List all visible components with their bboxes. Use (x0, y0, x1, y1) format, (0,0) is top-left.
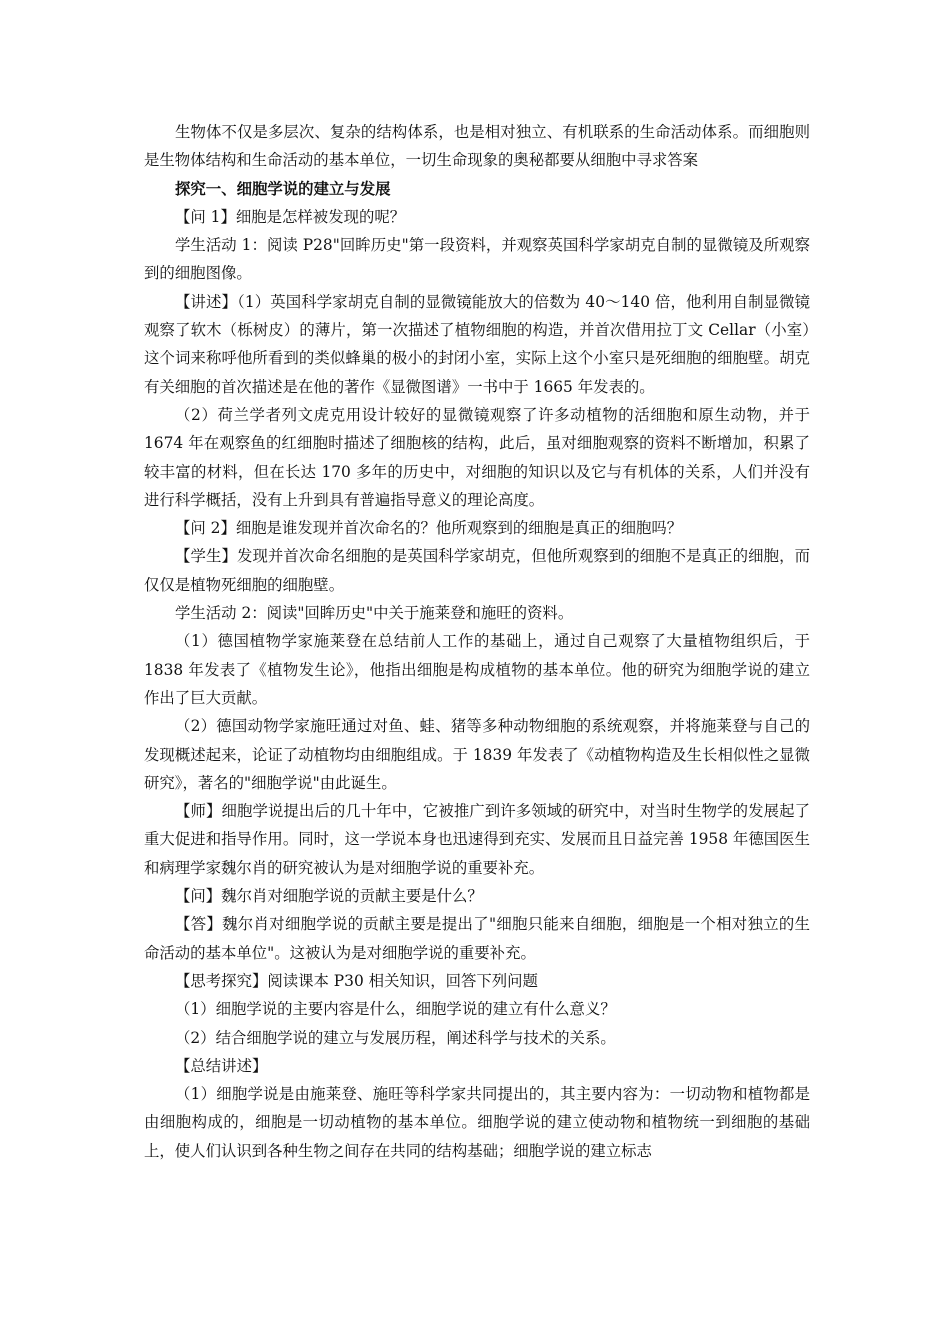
teacher-paragraph: 【师】细胞学说提出后的几十年中，它被推广到许多领域的研究中，对当时生物学的发展起了重大促进和指导作用。同时，这一学说本身也迅速得到充实、发展而且日益完善 1958 年德国医生和病理学家魏尔肖的研究被认为是对细胞学说的重要补充。 (144, 802, 810, 877)
section-heading: 探究一、细胞学说的建立与发展 (175, 179, 391, 198)
thinking-inquiry: 【思考探究】阅读课本 P30 相关知识，回答下列问题 (175, 971, 538, 990)
summary-heading: 【总结讲述】 (175, 1056, 268, 1075)
student-activity-1: 学生活动 1：阅读 P28"回眸历史"第一段资料，并观察英国科学家胡克自制的显微镜及所观察到的细胞图像。 (144, 236, 810, 283)
inquiry-question-1: （1）细胞学说的主要内容是什么，细胞学说的建立有什么意义？ (175, 1000, 616, 1019)
schwann-paragraph: （2）德国动物学家施旺通过对鱼、蛙、猪等多种动物细胞的系统观察，并将施莱登与自己的发现概述起来，论证了动植物均由细胞组成。于 1839 年发表了《动植物构造及生长相似性之显微研究》，著名的"细胞学说"由此诞生。 (144, 717, 810, 792)
student-activity-2: 学生活动 2：阅读"回眸历史"中关于施莱登和施旺的资料。 (175, 604, 574, 623)
inquiry-question-2: （2）结合细胞学说的建立与发展历程，阐述科学与技术的关系。 (175, 1028, 616, 1047)
lecture-paragraph-2: （2）荷兰学者列文虎克用设计较好的显微镜观察了许多动植物的活细胞和原生动物，并于 1674 年在观察鱼的红细胞时描述了细胞核的结构，此后，虽对细胞观察的资料不断增加，积累了较丰富的材料，但在长达 170 多年的历史中，对细胞的知识以及它与有机体的关系，人们并没有进行科学概括，没有上升到具有普遍指导意义的理论高度。 (144, 405, 810, 509)
summary-paragraph-1: （1）细胞学说是由施莱登、施旺等科学家共同提出的，其主要内容为：一切动物和植物都是由细胞构成的，细胞是一切动植物的基本单位。细胞学说的建立使动物和植物统一到细胞的基础上，使人们认识到各种生物之间存在共同的结构基础；细胞学说的建立标志 (144, 1085, 810, 1160)
question-2: 【问 2】细胞是谁发现并首次命名的？他所观察到的细胞是真正的细胞吗？ (175, 519, 683, 538)
answer-3: 【答】魏尔肖对细胞学说的贡献主要是提出了"细胞只能来自细胞，细胞是一个相对独立的生命活动的基本单位"。这被认为是对细胞学说的重要补充。 (144, 915, 810, 962)
question-3: 【问】魏尔肖对细胞学说的贡献主要是什么？ (175, 887, 483, 906)
intro-paragraph: 生物体不仅是多层次、复杂的结构体系，也是相对独立、有机联系的生命活动体系。而细胞则是生物体结构和生命活动的基本单位，一切生命现象的奥秘都要从细胞中寻求答案 (144, 123, 810, 170)
question-1: 【问 1】细胞是怎样被发现的呢？ (175, 207, 406, 226)
schleiden-paragraph: （1）德国植物学家施莱登在总结前人工作的基础上，通过自己观察了大量植物组织后，于 1838 年发表了《植物发生论》，他指出细胞是构成植物的基本单位。他的研究为细胞学说的建立作出了巨大贡献。 (144, 632, 810, 707)
student-answer: 【学生】发现并首次命名细胞的是英国科学家胡克，但他所观察到的细胞不是真正的细胞，而仅仅是植物死细胞的细胞壁。 (144, 547, 810, 594)
lecture-paragraph-1: 【讲述】（1）英国科学家胡克自制的显微镜能放大的倍数为 40～140 倍，他利用自制显微镜观察了软木（栎树皮）的薄片，第一次描述了植物细胞的构造，并首次借用拉丁文 Cellar（小室）这个词来称呼他所看到的类似蜂巢的极小的封闭小室，实际上这个小室只是死细胞的细胞壁。胡克有关细胞的首次描述是在他的著作《显微图谱》一书中于 1665 年发表的。 (144, 292, 810, 396)
